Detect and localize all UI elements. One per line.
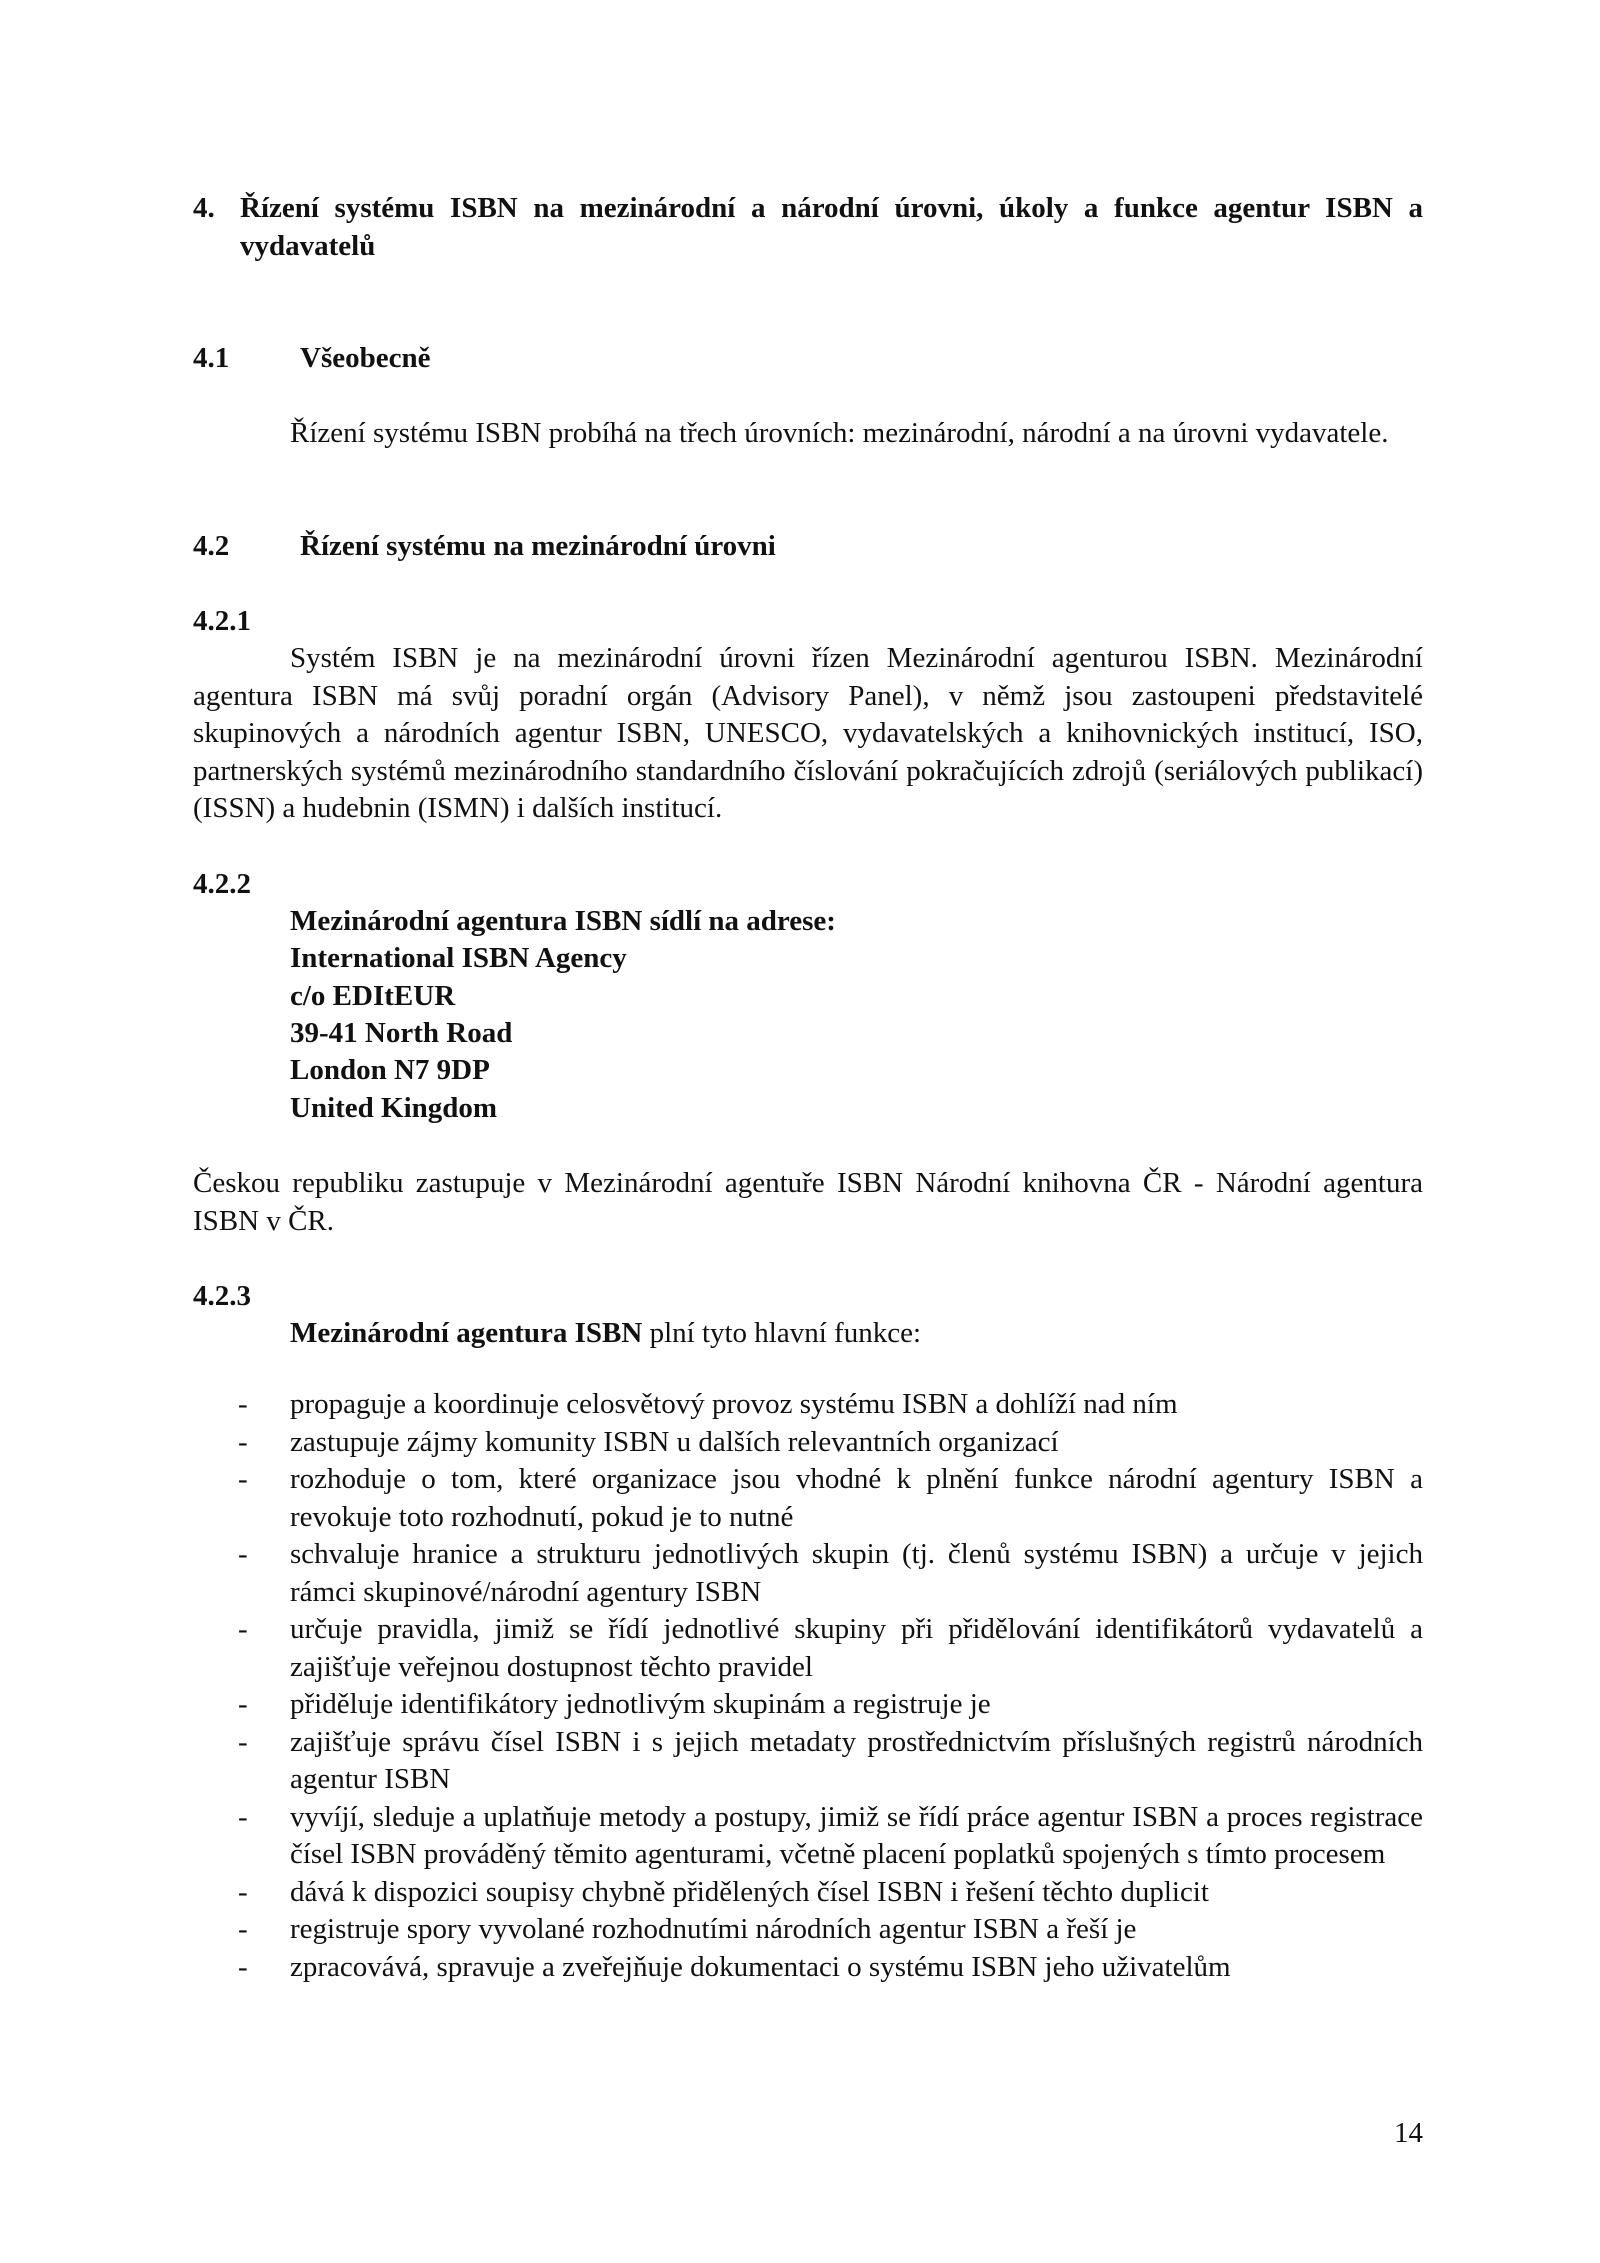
list-item: - zajišťuje správu čísel ISBN i s jejich metadaty prostřednictvím příslušných registrů národních agentur ISBN [238,1725,1423,1795]
chapter-title: Řízení systému ISBN na mezinárodní a národní úrovni, úkoly a funkce agentur ISBN a vydavatelů [240,192,1423,262]
address-line-agency: International ISBN Agency [290,942,627,974]
section-number-4-2: 4.2 [193,530,230,562]
section-4-2-1-paragraph: Systém ISBN je na mezinárodní úrovni řízen Mezinárodní agenturou ISBN. Mezinárodní agentura ISBN má svůj poradní orgán (Advisory Panel), v němž jsou zastoupeni představitelé skupinových a národních agentur ISBN, UNESCO, vydavatelských a knihovnických institucí, ISO, partnerských systémů mezinárodního standardního číslování pokračujících zdrojů (seriálových publikací) (ISSN) a hudebnin (ISMN) i dalších institucí. [193,642,1423,824]
list-item: - zastupuje zájmy komunity ISBN u dalších relevantních organizací [193,1424,1423,1462]
chapter-number: 4. [193,192,215,224]
list-dash: - [238,1688,248,1720]
list-item: - dává k dispozici soupisy chybně přidělených čísel ISBN i řešení těchto duplicit [193,1874,1423,1912]
list-dash: - [238,1538,248,1570]
address-line-intro: Mezinárodní agentura ISBN sídlí na adrese: [290,905,836,937]
section-number-4-2-3: 4.2.3 [193,1280,251,1312]
list-item: - přiděluje identifikátory jednotlivým skupinám a registruje je [193,1686,1423,1724]
list-dash: - [238,1725,248,1758]
list-dash: - [238,1463,248,1495]
address-line-country: United Kingdom [290,1092,498,1124]
address-line-street: 39-41 North Road [290,1017,513,1049]
address-line-city: London N7 9DP [290,1054,490,1086]
list-item: - vyvíjí, sleduje a uplatňuje metody a postupy, jimiž se řídí práce agentur ISBN a proces registrace čísel ISBN prováděný těmito agenturami, včetně placení poplatků spojených s tímto procesem [238,1800,1423,1870]
section-number-4-2-1: 4.2.1 [193,605,251,637]
list-dash: - [238,1913,248,1945]
functions-list [193,1386,1423,1986]
chapter-heading [193,190,1423,265]
section-4-2-3-intro [290,1315,921,1353]
section-title-4-2: Řízení systému na mezinárodní úrovni [300,530,776,562]
list-item: - propaguje a koordinuje celosvětový provoz systému ISBN a dohlíží nad ním [193,1386,1423,1424]
section-title-4-1: Všeobecně [300,342,431,374]
list-dash: - [238,1875,248,1908]
address-line-care-of: c/o EDItEUR [290,980,456,1012]
list-item: - schvaluje hranice a strukturu jednotlivých skupin (tj. členů systému ISBN) a určuje v jejich rámci skupinové/národní agentury ISBN [238,1538,1423,1608]
intro-plain-text: plní tyto hlavní funkce: [642,1317,921,1349]
list-dash: - [238,1950,248,1983]
list-dash: - [238,1388,248,1420]
intro-bold-text: Mezinárodní agentura ISBN [290,1317,643,1349]
list-item: - zpracovává, spravuje a zveřejňuje dokumentaci o systému ISBN jeho uživatelům [193,1949,1423,1987]
list-dash: - [238,1800,248,1833]
section-number-4-2-2: 4.2.2 [193,868,251,900]
section-4-1-paragraph: Řízení systému ISBN probíhá na třech úrovních: mezinárodní, národní a na úrovni vydavatele. [290,417,1389,449]
list-item: - registruje spory vyvolané rozhodnutími národních agentur ISBN a řeší je [193,1911,1423,1949]
section-number-4-1: 4.1 [193,342,230,374]
list-item: - rozhoduje o tom, které organizace jsou vhodné k plnění funkce národní agentury ISBN a revokuje toto rozhodnutí, pokud je to nutné [238,1463,1423,1533]
list-item: - určuje pravidla, jimiž se řídí jednotlivé skupiny při přidělování identifikátorů vydavatelů a zajišťuje veřejnou dostupnost těchto pravidel [238,1613,1423,1683]
section-4-2-2-paragraph: Českou republiku zastupuje v Mezinárodní agentuře ISBN Národní knihovna ČR - Národní agentura ISBN v ČR. [193,1167,1423,1237]
page-number: 14 [1394,2117,1423,2149]
list-dash: - [238,1425,248,1458]
list-dash: - [238,1613,248,1645]
